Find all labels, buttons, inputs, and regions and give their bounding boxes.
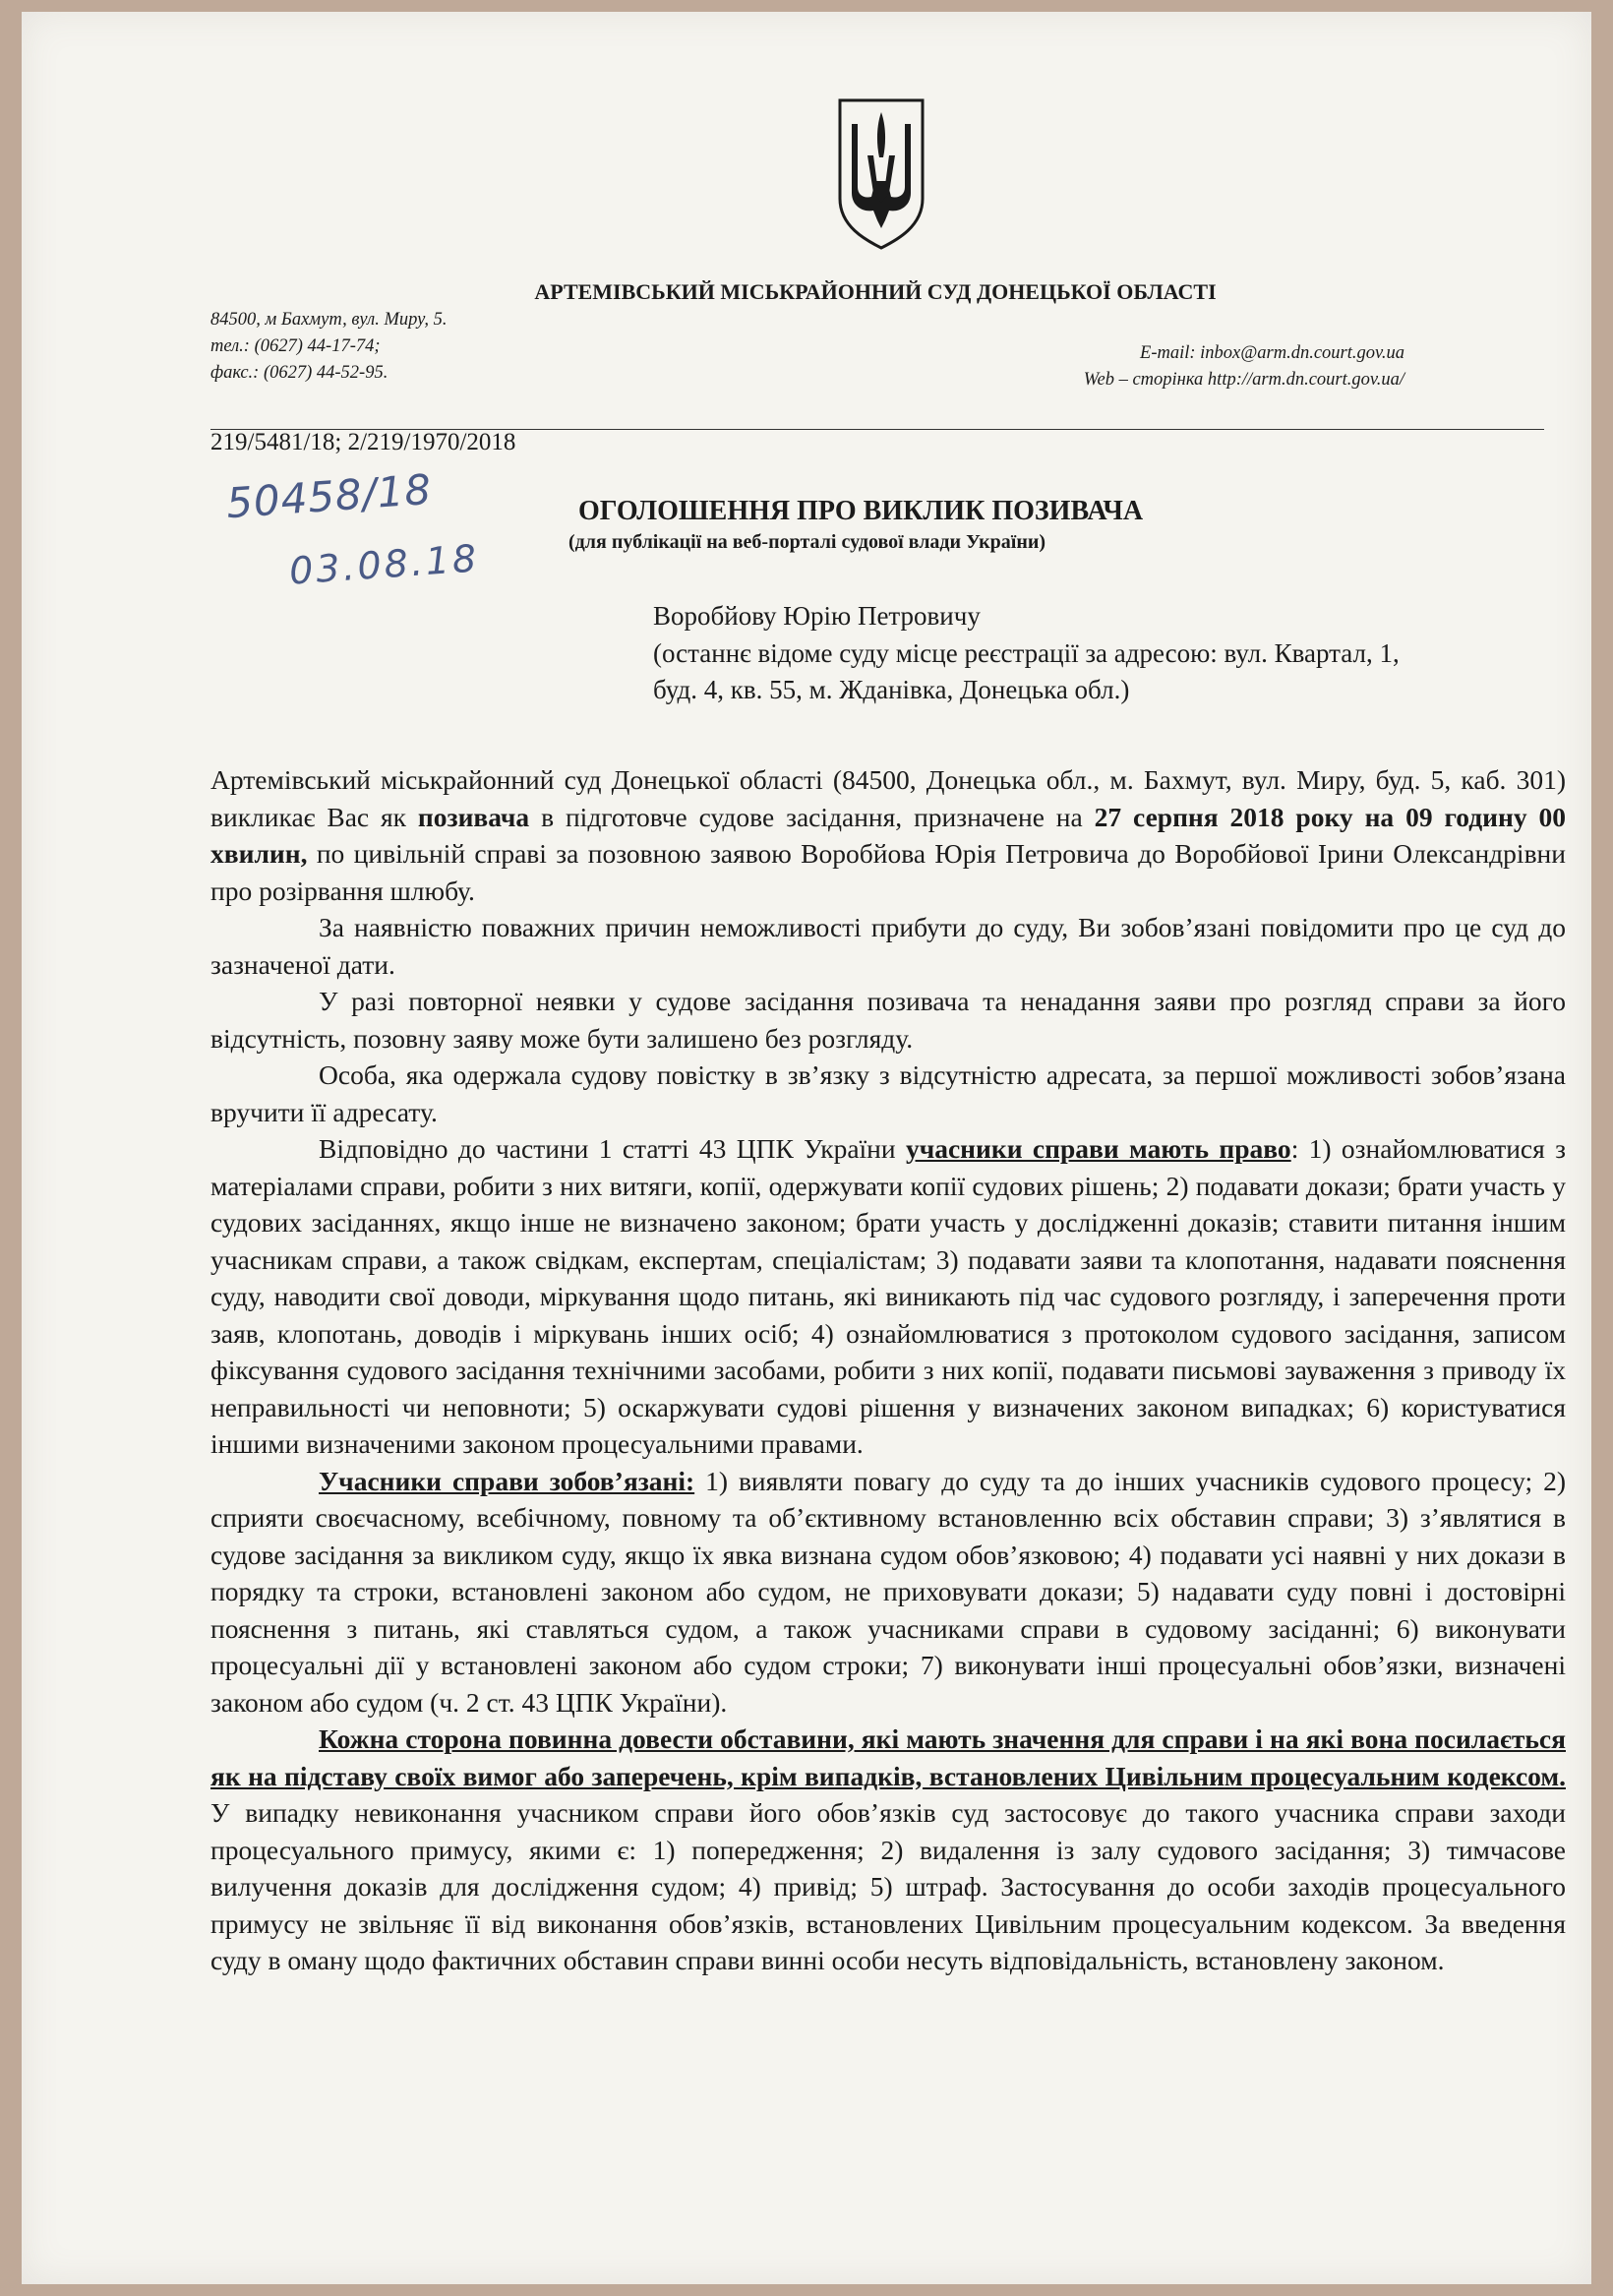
court-contacts-left: [210, 307, 448, 387]
court-phone: тел.: (0627) 44-17-74;: [210, 336, 381, 356]
court-address: 84500, м Бахмут, вул. Миру, 5.: [210, 310, 448, 330]
addressee-address-line-1: (останнє відоме суду місце реєстрації за адресою: вул. Квартал, 1,: [653, 637, 1400, 668]
text-run: по цивільній справі за позовною заявою Воробйова Юрія Петровича до Воробйової Ірини Олександрівни про розірвання шлюбу.: [210, 838, 1566, 906]
burden-of-proof-statement: Кожна сторона повинна довести обставини, які мають значення для справи і на які вона посилається як на підставу своїх вимог або заперечень, крім випадків, встановлених Цивільним процесуальним кодексом.: [210, 1723, 1566, 1791]
document-page: [22, 12, 1591, 2284]
paragraph-summons: [210, 761, 1566, 909]
addressee-block: [653, 598, 1400, 709]
court-name: АРТЕМІВСЬКИЙ МІСЬКРАЙОННИЙ СУД ДОНЕЦЬКОЇ ОБЛАСТІ: [534, 279, 1217, 304]
text-run: в підготовче судове засідання, призначене на: [529, 801, 1095, 832]
hearing-date: 27 серпня 2018 року на 09 годину 00 хвилин,: [210, 801, 1566, 869]
court-contacts-right: [1084, 340, 1404, 393]
text-run: : 1) ознайомлюватися з матеріалами справи, робити з них витяги, копії, одержувати копії судових рішень; 2) подавати докази; брати участь у судових засіданнях, якщо інше не визначено законом; брати участь у дослідженні доказів; ставити питання іншим учасникам справи, а також свідкам, експертам, спеціалістам; 3) подавати заяви та клопотання, надавати пояснення суду, наводити свої доводи, міркування щодо питань, які виникають під час судового розгляду, і заперечення проти заяв, клопотань, доводів і міркувань інших осіб; 4) ознайомлюватися з протоколом судового засідання, записом фіксування судового засідання технічними засобами, робити з них копії, подавати письмові зауваження з приводу їх неправильності чи неповноти; 5) оскаржувати судові рішення у визначених законом випадках; 6) користуватися іншими визначеними законом процесуальними правами.: [210, 1133, 1566, 1459]
paragraph-non-appearance: У разі повторної неявки у судове засідання позивача та ненадання заяви про розгляд справи за його відсутність, позовну заяву може бути залишено без розгляду.: [210, 986, 1566, 1054]
addressee-address-line-2: буд. 4, кв. 55, м. Жданівка, Донецька обл.): [653, 675, 1130, 704]
paragraph-delivery: Особа, яка одержала судову повістку в зв’язку з відсутністю адресата, за першої можливості зобов’язана вручити її адресату.: [210, 1059, 1566, 1127]
addressee-name: Воробйову Юрію Петровичу: [653, 601, 981, 631]
handwritten-registry-number: 50458/18: [224, 464, 434, 528]
text-run: Артемівський міськрайонний суд Донецької області (84500, Донецька обл., м. Бахмут, вул. Миру, буд. 5, каб. 301) викликає Вас як: [210, 764, 1566, 832]
court-website: Web – сторінка http://arm.dn.court.gov.ua/: [1083, 370, 1404, 390]
trident-coat-of-arms-icon: [834, 96, 928, 252]
rights-heading: учасники справи мають право: [905, 1133, 1291, 1164]
paragraph-rights: [210, 1130, 1566, 1463]
role-emphasis: позивача: [417, 801, 530, 832]
text-run: Відповідно до частини 1 статті 43 ЦПК України: [319, 1133, 906, 1164]
court-email: E-mail: inbox@arm.dn.court.gov.ua: [1140, 343, 1404, 363]
notice-body: [210, 761, 1566, 1979]
paragraph-duties: [210, 1463, 1566, 1722]
case-numbers: 219/5481/18; 2/219/1970/2018: [210, 429, 516, 455]
duties-heading: Учасники справи зобов’язані:: [319, 1465, 695, 1496]
notice-subtitle: (для публікації на веб-порталі судової влади України): [568, 531, 1046, 553]
paragraph-burden-of-proof: [210, 1721, 1566, 1979]
text-run: 1) виявляти повагу до суду та до інших учасників судового процесу; 2) сприяти своєчасному, всебічному, повному та об’єктивному встановленню всіх обставин справи; 3) з’являтися в судове засідання за викликом суду, якщо їх явка визнана судом обов’язковою; 4) подавати усі наявні у них докази в порядку та строки, встановлені законом або судом, не приховувати докази; 5) надавати суду повні і достовірні пояснення з питань, які ставляться судом, а також учасниками справи в судовому засіданні; 6) виконувати процесуальні дії у встановлені законом або судом строки; 7) виконувати інші процесуальні обов’язки, визначені законом або судом (ч. 2 ст. 43 ЦПК України).: [210, 1465, 1566, 1718]
court-fax: факс.: (0627) 44-52-95.: [210, 363, 388, 383]
notice-title: ОГОЛОШЕННЯ ПРО ВИКЛИК ПОЗИВАЧА: [578, 496, 1144, 526]
text-run: У випадку невиконання учасником справи його обов’язків суд застосовує до такого учасника справи заходи процесуального примусу, якими є: 1) попередження; 2) видалення із залу судового засідання; 3) тимчасове вилучення доказів для дослідження судом; 4) привід; 5) штраф. Застосування до особи заходів процесуального примусу не звільняє її від виконання обов’язків, встановлених Цивільним процесуальним кодексом. За введення суду в оману щодо фактичних обставин справи винні особи несуть відповідальність, встановлену законом.: [210, 1797, 1566, 1975]
paragraph-notify: За наявністю поважних причин неможливості прибути до суду, Ви зобов’язані повідомити про це суд до зазначеної дати.: [210, 912, 1566, 980]
handwritten-date: 03.08.18: [287, 536, 481, 593]
